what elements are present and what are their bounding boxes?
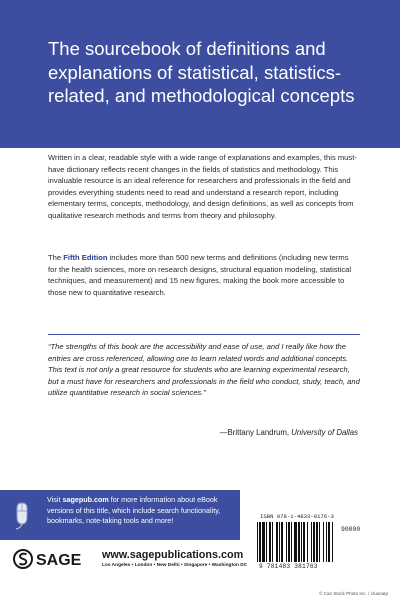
section-divider xyxy=(48,334,360,335)
barcode-digits: 9 781483 381763 xyxy=(259,563,318,570)
testimonial-affiliation: University of Dallas xyxy=(291,428,358,437)
barcode-bar xyxy=(319,522,320,562)
headline: The sourcebook of definitions and explanations of statistical, statistics-related, and methodological concepts xyxy=(48,38,355,106)
edition-label: Fifth Edition xyxy=(63,253,108,262)
barcode-bar xyxy=(266,522,267,562)
barcode-bar xyxy=(307,522,308,562)
svg-text:SAGE: SAGE xyxy=(36,552,82,569)
price-code: 90000 xyxy=(341,526,361,533)
barcode-bar xyxy=(316,522,318,562)
computer-mouse-icon xyxy=(7,500,37,530)
testimonial-quote: “The strengths of this book are the accessibility and ease of use, and I really like how the entries are cross referenced, allowing one to learn related words and additional concepts. This text is not only a great resource for students who are learning experimental research, but a must have for researchers and professionals in the field who conduct, study, teach, and utilize quantitative research in social sciences.” xyxy=(48,342,360,398)
barcode-bar xyxy=(281,522,283,562)
promo-prefix: Visit xyxy=(47,495,63,504)
barcode-bar xyxy=(286,522,287,562)
description-paragraph-1: Written in a clear, readable style with a wide range of explanations and examples, this must-have dictionary reflects recent changes in the fields of statistics and methodology. This invaluable resource is an ideal reference for researchers and professionals in the field and provides everything students need to read and understand a research report, including elementary terms, concepts, methodology, and design definitions, as well as concepts from qualitative research methods and terms from theory and philosophy. xyxy=(48,153,357,220)
barcode-bar xyxy=(276,522,278,562)
promo-rest: for more information about eBook versions of this title, which include search functionality, bookmarks, note-taking tools and more! xyxy=(47,495,221,526)
barcode-bar xyxy=(332,522,333,562)
barcode-bar xyxy=(323,522,324,562)
testimonial-author: —Brittany Landrum, xyxy=(219,428,292,437)
barcode-bar xyxy=(257,522,258,562)
barcode-image xyxy=(255,522,367,562)
paragraph-2-prefix: The xyxy=(48,253,64,262)
publisher-cities: Los Angeles • London • New Delhi • Singapore • Washington DC xyxy=(102,563,248,568)
barcode-bar xyxy=(291,522,292,562)
barcode-bar xyxy=(262,522,265,562)
barcode-bar xyxy=(272,522,273,562)
barcode-bar xyxy=(326,522,327,562)
barcode-bar xyxy=(328,522,330,562)
barcode-bar xyxy=(311,522,312,562)
testimonial-attribution xyxy=(220,428,358,438)
barcode-bar xyxy=(303,522,305,562)
sage-logo xyxy=(12,548,104,570)
barcode-bar xyxy=(269,522,271,562)
barcode-bar xyxy=(294,522,297,562)
publisher-url[interactable]: www.sagepublications.com xyxy=(102,549,244,561)
ebook-promo-text xyxy=(47,495,237,527)
paragraph-2-text: includes more than 500 new terms and definitions (including new terms for the health sciences, more on research designs, structural equation modeling, statistical techniques, and measurement) and 15 new figures, making the book more accessible to those new to quantitative research. xyxy=(48,253,352,297)
barcode-bar xyxy=(298,522,300,562)
barcode-bar xyxy=(301,522,302,562)
barcode-bar xyxy=(313,522,315,562)
description-paragraph-2 xyxy=(48,252,358,298)
barcode-bar xyxy=(288,522,290,562)
sagepub-link[interactable]: sagepub.com xyxy=(62,495,109,504)
photo-credit: © Can Stock Photo Inc. / chainatp xyxy=(318,591,388,596)
barcode-bar xyxy=(279,522,280,562)
barcode-bar xyxy=(259,522,261,562)
isbn-label: ISBN 978-1-4833-8176-3 xyxy=(260,513,334,520)
